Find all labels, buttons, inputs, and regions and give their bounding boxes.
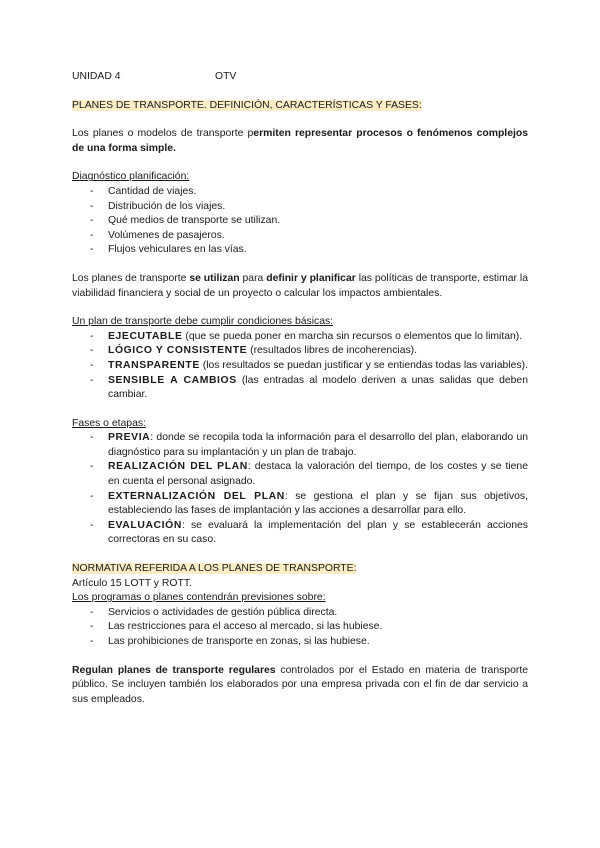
list-item: - Volúmenes de pasajeros.	[72, 229, 528, 244]
unit-label: UNIDAD 4	[72, 71, 121, 82]
uso-text-1: Los planes de transporte	[72, 272, 190, 284]
condiciones-section	[72, 315, 528, 403]
list-item: - Las prohibiciones de transporte en zonas, si las hubiese.	[72, 635, 528, 650]
programas-list	[72, 606, 528, 650]
list-item: - Distribución de los viajes.	[72, 200, 528, 215]
section1-heading	[72, 99, 528, 114]
list-item: - Qué medios de transporte se utilizan.	[72, 214, 528, 229]
programas-title: Los programas o planes contendrán previsiones sobre:	[72, 592, 326, 604]
normativa-section	[72, 562, 528, 650]
articulo-ref: Artículo 15 LOTT y ROTT.	[72, 577, 192, 589]
regulan-bold: Regulan planes de transporte regulares	[72, 664, 276, 676]
condicion-term: LÓGICO Y CONSISTENTE	[108, 345, 248, 357]
condiciones-list	[72, 330, 528, 403]
condicion-term: TRANSPARENTE	[108, 359, 200, 371]
intro-normal: Los planes o modelos de transporte p	[72, 128, 254, 140]
list-item	[72, 330, 528, 345]
fase-term: EXTERNALIZACIÓN DEL PLAN	[108, 490, 285, 502]
condicion-text: (las entradas al modelo deriven a unas salidas que deben cambiar.	[108, 374, 528, 401]
subject-label: OTV	[215, 71, 237, 82]
condicion-text: (los resultados se puedan justificar y se entiendas todas las variables).	[199, 359, 528, 371]
intro-paragraph	[72, 127, 528, 156]
diagnostico-section	[72, 170, 528, 258]
uso-paragraph	[72, 272, 528, 301]
list-item	[72, 359, 528, 374]
fase-text: : destaca la valoración del tiempo, de los costes y se tiene en cuenta el personal asignado.	[108, 461, 528, 488]
section1-title: PLANES DE TRANSPORTE. DEFINICIÓN, CARACTERÍSTICAS Y FASES:	[72, 99, 422, 111]
condicion-text: (que se pueda poner en marcha sin recursos o elementos que lo limitan).	[182, 330, 523, 342]
condicion-term: EJECUTABLE	[108, 330, 183, 342]
list-item: - Las restricciones para el acceso al mercado, si las hubiese.	[72, 620, 528, 635]
fases-list	[72, 431, 528, 548]
condicion-term: SENSIBLE A CAMBIOS	[108, 374, 237, 386]
list-item	[72, 374, 528, 403]
regulan-paragraph	[72, 664, 528, 708]
uso-text-2: para	[239, 272, 267, 284]
document-page	[72, 70, 528, 707]
regulan-text: controlados por el Estado en materia de transporte público. Se incluyen también los elaborados por una empresa privada con el fin de dar servicio a sus empleados.	[72, 664, 528, 705]
uso-text-3: las políticas de transporte, estimar la viabilidad financiera y social de un proyecto o calcular los impactos ambientales.	[72, 272, 529, 299]
list-item	[72, 490, 528, 519]
list-item	[72, 460, 528, 489]
fase-text: : donde se recopila toda la información para el desarrollo del plan, elaborando un diagnóstico para su implantación y un plan de trabajo.	[108, 432, 528, 458]
condicion-text: (resultados libres de incoherencias).	[247, 345, 418, 357]
fases-section	[72, 417, 528, 548]
section2-title: NORMATIVA REFERIDA A LOS PLANES DE TRANSPORTE:	[72, 563, 357, 575]
fase-term: PREVIA	[108, 432, 151, 444]
fase-term: REALIZACIÓN DEL PLAN	[108, 461, 248, 473]
uso-bold-2: definir y planificar	[266, 272, 356, 284]
diagnostico-title: Diagnóstico planificación:	[72, 171, 190, 183]
list-item: - Servicios o actividades de gestión pública directa.	[72, 606, 528, 621]
uso-bold-1: se utilizan	[189, 272, 240, 284]
fase-text: : se evaluará la implementación del plan y se establecerán acciones correctoras en su caso.	[108, 519, 528, 546]
list-item: - Flujos vehiculares en las vías.	[72, 243, 528, 258]
document-header	[72, 70, 528, 85]
intro-bold: ermiten representar procesos o fenómenos complejos de una forma simple.	[72, 128, 528, 154]
list-item	[72, 344, 528, 359]
fases-title: Fases o etapas:	[72, 417, 146, 429]
diagnostico-list	[72, 185, 528, 258]
list-item	[72, 431, 528, 460]
fase-term: EVALUACIÓN	[108, 519, 182, 531]
list-item: - Cantidad de viajes.	[72, 185, 528, 200]
condiciones-title: Un plan de transporte debe cumplir condiciones básicas:	[72, 316, 334, 328]
fase-text: : se gestiona el plan y se fijan sus objetivos, estableciendo las fases de implantación y las acciones a desarrollar para ello.	[108, 490, 529, 517]
list-item	[72, 519, 528, 548]
